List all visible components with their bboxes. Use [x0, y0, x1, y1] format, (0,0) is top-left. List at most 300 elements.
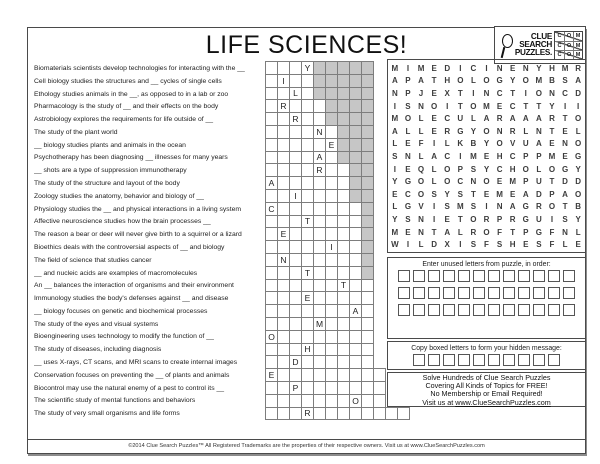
grid-letter[interactable]: S: [457, 189, 463, 199]
answer-cell[interactable]: R: [289, 112, 302, 126]
grid-letter[interactable]: A: [535, 139, 542, 149]
grid-letter[interactable]: M: [496, 189, 503, 199]
answer-cell[interactable]: A: [265, 176, 278, 190]
grid-letter[interactable]: E: [523, 240, 529, 250]
answer-cell[interactable]: D: [289, 355, 302, 369]
grid-letter[interactable]: P: [405, 88, 411, 98]
grid-letter[interactable]: M: [417, 63, 425, 73]
grid-letter[interactable]: I: [446, 101, 449, 111]
unused-letter-box[interactable]: [503, 287, 515, 299]
grid-letter[interactable]: M: [391, 114, 399, 124]
unused-letter-box[interactable]: [563, 287, 575, 299]
grid-letter[interactable]: R: [496, 114, 503, 124]
message-letter-box[interactable]: [458, 354, 470, 366]
grid-letter[interactable]: D: [575, 177, 582, 187]
grid-letter[interactable]: L: [431, 164, 437, 174]
grid-letter[interactable]: L: [418, 126, 424, 136]
promo-url[interactable]: www.ClueSearchPuzzles.com: [455, 397, 551, 407]
unused-letter-box[interactable]: [533, 270, 545, 282]
answer-cell[interactable]: E: [277, 227, 290, 241]
unused-letter-box[interactable]: [488, 270, 500, 282]
grid-letter[interactable]: A: [444, 227, 451, 237]
unused-letter-box[interactable]: [398, 270, 410, 282]
grid-letter[interactable]: I: [459, 151, 462, 161]
grid-letter[interactable]: E: [405, 227, 411, 237]
grid-letter[interactable]: T: [549, 126, 555, 136]
unused-letter-box[interactable]: [533, 304, 545, 316]
grid-letter[interactable]: I: [406, 63, 410, 73]
grid-letter[interactable]: I: [524, 88, 527, 98]
grid-letter[interactable]: C: [444, 151, 451, 161]
grid-letter[interactable]: E: [483, 151, 490, 161]
grid-letter[interactable]: D: [562, 177, 568, 187]
unused-letter-box[interactable]: [413, 304, 425, 316]
grid-letter[interactable]: E: [496, 101, 503, 111]
unused-letter-box[interactable]: [398, 287, 410, 299]
unused-letter-box[interactable]: [413, 287, 425, 299]
grid-letter[interactable]: H: [509, 240, 516, 250]
grid-letter[interactable]: P: [523, 151, 529, 161]
unused-letter-box[interactable]: [443, 287, 455, 299]
grid-letter[interactable]: Y: [575, 164, 581, 174]
grid-letter[interactable]: E: [392, 189, 398, 199]
answer-cell[interactable]: C: [265, 202, 278, 216]
unused-letter-box[interactable]: [518, 304, 530, 316]
grid-letter[interactable]: L: [392, 139, 398, 149]
answer-cell[interactable]: [361, 355, 374, 369]
grid-letter[interactable]: C: [444, 114, 451, 124]
grid-letter[interactable]: O: [522, 76, 529, 86]
unused-letter-box[interactable]: [548, 287, 560, 299]
grid-letter[interactable]: Y: [470, 126, 477, 136]
grid-letter[interactable]: I: [459, 240, 462, 250]
grid-letter[interactable]: C: [496, 88, 503, 98]
grid-letter[interactable]: N: [418, 101, 424, 111]
grid-letter[interactable]: T: [549, 177, 555, 187]
grid-letter[interactable]: T: [510, 227, 516, 237]
grid-letter[interactable]: G: [457, 126, 464, 136]
grid-letter[interactable]: Y: [575, 214, 581, 224]
grid-letter[interactable]: K: [457, 139, 464, 149]
grid-letter[interactable]: G: [575, 151, 582, 161]
grid-letter[interactable]: O: [470, 101, 477, 111]
grid-letter[interactable]: S: [431, 189, 437, 199]
grid-letter[interactable]: Y: [549, 101, 555, 111]
grid-letter[interactable]: L: [575, 227, 581, 237]
grid-letter[interactable]: Y: [392, 214, 398, 224]
grid-letter[interactable]: I: [393, 164, 396, 174]
grid-letter[interactable]: E: [575, 240, 581, 250]
grid-letter[interactable]: T: [457, 88, 463, 98]
grid-letter[interactable]: A: [391, 126, 398, 136]
grid-letter[interactable]: O: [457, 76, 464, 86]
grid-letter[interactable]: L: [562, 240, 568, 250]
grid-letter[interactable]: O: [535, 88, 542, 98]
grid-letter[interactable]: L: [431, 177, 437, 187]
grid-letter[interactable]: I: [433, 202, 436, 212]
grid-letter[interactable]: C: [470, 63, 477, 73]
grid-letter[interactable]: E: [431, 126, 437, 136]
grid-letter[interactable]: F: [418, 139, 424, 149]
unused-letter-box[interactable]: [428, 287, 440, 299]
answer-cell[interactable]: E: [325, 138, 338, 152]
grid-letter[interactable]: G: [404, 202, 412, 212]
grid-letter[interactable]: E: [562, 126, 568, 136]
grid-letter[interactable]: C: [562, 88, 568, 98]
answer-cell[interactable]: [361, 317, 374, 331]
grid-letter[interactable]: N: [418, 214, 424, 224]
answer-cell[interactable]: [361, 304, 374, 318]
unused-letter-box[interactable]: [503, 304, 515, 316]
answer-cell[interactable]: T: [301, 215, 314, 229]
grid-letter[interactable]: I: [472, 88, 475, 98]
grid-letter[interactable]: I: [406, 240, 410, 250]
grid-letter[interactable]: B: [470, 139, 477, 149]
unused-letter-box[interactable]: [533, 287, 545, 299]
grid-letter[interactable]: R: [575, 63, 582, 73]
grid-letter[interactable]: F: [549, 227, 555, 237]
grid-letter[interactable]: G: [404, 177, 412, 187]
unused-letter-box[interactable]: [428, 270, 440, 282]
grid-letter[interactable]: E: [510, 189, 516, 199]
grid-letter[interactable]: D: [535, 189, 542, 199]
grid-letter[interactable]: F: [484, 240, 489, 250]
grid-letter[interactable]: N: [496, 202, 503, 212]
grid-letter[interactable]: N: [496, 63, 503, 73]
grid-letter[interactable]: I: [550, 214, 554, 224]
unused-letter-box[interactable]: [518, 287, 530, 299]
grid-letter[interactable]: O: [522, 164, 529, 174]
unused-letter-box[interactable]: [563, 270, 575, 282]
grid-letter[interactable]: R: [470, 227, 477, 237]
grid-letter[interactable]: Y: [444, 189, 450, 199]
grid-letter[interactable]: O: [483, 227, 490, 237]
grid-letter[interactable]: N: [522, 63, 529, 73]
grid-letter[interactable]: O: [575, 189, 582, 199]
grid-letter[interactable]: P: [496, 214, 503, 224]
answer-cell[interactable]: E: [265, 368, 278, 382]
grid-letter[interactable]: H: [496, 151, 503, 161]
grid-letter[interactable]: V: [510, 139, 516, 149]
answer-cell[interactable]: Y: [301, 61, 314, 75]
grid-letter[interactable]: T: [562, 114, 568, 124]
grid-letter[interactable]: A: [575, 76, 582, 86]
grid-letter[interactable]: Q: [417, 164, 425, 174]
grid-letter[interactable]: E: [549, 139, 555, 149]
grid-letter[interactable]: N: [470, 177, 477, 187]
grid-letter[interactable]: O: [483, 177, 490, 187]
unused-letter-box[interactable]: [458, 304, 470, 316]
grid-letter[interactable]: M: [509, 177, 517, 187]
grid-letter[interactable]: T: [536, 101, 542, 111]
grid-letter[interactable]: O: [404, 114, 412, 124]
unused-letter-box[interactable]: [548, 304, 560, 316]
answer-cell[interactable]: I: [289, 189, 302, 203]
grid-letter[interactable]: W: [391, 240, 399, 250]
grid-letter[interactable]: E: [496, 177, 503, 187]
grid-letter[interactable]: I: [577, 101, 580, 111]
grid-letter[interactable]: R: [549, 114, 555, 124]
grid-letter[interactable]: G: [535, 227, 542, 237]
grid-letter[interactable]: M: [470, 151, 477, 161]
grid-letter[interactable]: S: [562, 214, 568, 224]
grid-letter[interactable]: A: [522, 189, 529, 199]
grid-letter[interactable]: R: [509, 214, 516, 224]
answer-cell[interactable]: R: [301, 407, 314, 421]
grid-letter[interactable]: N: [562, 227, 568, 237]
grid-letter[interactable]: E: [562, 151, 568, 161]
grid-letter[interactable]: O: [483, 126, 490, 136]
answer-cell[interactable]: L: [289, 87, 302, 101]
answer-cell[interactable]: P: [289, 381, 302, 395]
grid-letter[interactable]: L: [470, 76, 476, 86]
answer-cell[interactable]: E: [301, 291, 314, 305]
grid-letter[interactable]: S: [470, 164, 477, 174]
message-letter-box[interactable]: [533, 354, 545, 366]
grid-letter[interactable]: L: [575, 126, 581, 136]
answer-cell[interactable]: M: [313, 317, 326, 331]
grid-letter[interactable]: T: [431, 76, 437, 86]
grid-letter[interactable]: M: [535, 76, 543, 86]
grid-letter[interactable]: L: [536, 164, 542, 174]
grid-letter[interactable]: E: [444, 214, 450, 224]
grid-letter[interactable]: S: [470, 240, 477, 250]
answer-cell[interactable]: [373, 368, 386, 382]
answer-cell[interactable]: [397, 407, 410, 421]
grid-letter[interactable]: E: [483, 189, 490, 199]
grid-letter[interactable]: I: [433, 214, 436, 224]
message-letter-box[interactable]: [473, 354, 485, 366]
grid-letter[interactable]: C: [496, 164, 503, 174]
grid-letter[interactable]: P: [536, 151, 542, 161]
grid-letter[interactable]: C: [457, 177, 464, 187]
grid-letter[interactable]: D: [444, 63, 451, 73]
answer-cell[interactable]: I: [325, 240, 338, 254]
grid-letter[interactable]: I: [485, 202, 488, 212]
grid-letter[interactable]: T: [523, 101, 529, 111]
grid-letter[interactable]: B: [575, 202, 582, 212]
unused-letter-box[interactable]: [428, 304, 440, 316]
grid-letter[interactable]: H: [549, 63, 555, 73]
unused-letter-box[interactable]: [518, 270, 530, 282]
grid-letter[interactable]: O: [444, 177, 451, 187]
grid-letter[interactable]: E: [510, 63, 516, 73]
answer-cell[interactable]: T: [337, 279, 350, 293]
grid-letter[interactable]: X: [444, 88, 450, 98]
unused-letter-box[interactable]: [398, 304, 410, 316]
grid-letter[interactable]: M: [483, 101, 490, 111]
grid-letter[interactable]: O: [496, 139, 503, 149]
answer-cell[interactable]: A: [313, 151, 326, 165]
grid-letter[interactable]: U: [522, 139, 529, 149]
grid-letter[interactable]: E: [431, 63, 437, 73]
grid-letter[interactable]: A: [418, 76, 424, 86]
grid-letter[interactable]: F: [549, 240, 555, 250]
grid-letter[interactable]: P: [457, 164, 463, 174]
grid-letter[interactable]: X: [444, 240, 450, 250]
grid-letter[interactable]: S: [536, 240, 542, 250]
grid-letter[interactable]: L: [444, 139, 450, 149]
grid-letter[interactable]: Y: [510, 76, 516, 86]
grid-letter[interactable]: A: [483, 114, 490, 124]
grid-letter[interactable]: O: [575, 114, 582, 124]
answer-cell[interactable]: [361, 330, 374, 344]
grid-letter[interactable]: O: [444, 164, 451, 174]
grid-letter[interactable]: H: [444, 76, 451, 86]
unused-letter-box[interactable]: [473, 270, 485, 282]
grid-letter[interactable]: A: [391, 76, 398, 86]
grid-letter[interactable]: T: [457, 214, 463, 224]
grid-letter[interactable]: M: [456, 202, 464, 212]
grid-letter[interactable]: N: [483, 88, 490, 98]
grid-letter[interactable]: S: [392, 151, 398, 161]
answer-cell[interactable]: [361, 291, 374, 305]
answer-cell[interactable]: N: [313, 125, 326, 139]
grid-letter[interactable]: A: [522, 114, 529, 124]
grid-letter[interactable]: R: [509, 126, 516, 136]
grid-letter[interactable]: L: [418, 240, 424, 250]
grid-letter[interactable]: L: [418, 114, 424, 124]
answer-cell[interactable]: H: [301, 343, 314, 357]
unused-letter-box[interactable]: [443, 270, 455, 282]
message-letter-box[interactable]: [443, 354, 455, 366]
grid-letter[interactable]: N: [405, 151, 411, 161]
unused-letter-box[interactable]: [473, 304, 485, 316]
grid-letter[interactable]: I: [459, 63, 462, 73]
grid-letter[interactable]: E: [431, 88, 437, 98]
grid-letter[interactable]: L: [405, 126, 411, 136]
answer-cell[interactable]: I: [277, 74, 290, 88]
grid-letter[interactable]: P: [549, 189, 555, 199]
grid-letter[interactable]: E: [431, 114, 437, 124]
grid-letter[interactable]: O: [575, 139, 582, 149]
grid-letter[interactable]: U: [535, 177, 542, 187]
grid-letter[interactable]: I: [563, 101, 567, 111]
grid-letter[interactable]: E: [405, 139, 411, 149]
unused-letter-box[interactable]: [548, 270, 560, 282]
grid-letter[interactable]: M: [391, 227, 399, 237]
message-letter-box[interactable]: [428, 354, 440, 366]
grid-letter[interactable]: T: [470, 189, 476, 199]
answer-cell[interactable]: [361, 279, 374, 293]
unused-letter-box[interactable]: [563, 304, 575, 316]
grid-letter[interactable]: R: [535, 202, 542, 212]
answer-cell[interactable]: A: [349, 304, 362, 318]
grid-letter[interactable]: N: [535, 126, 542, 136]
grid-letter[interactable]: R: [444, 126, 451, 136]
grid-letter[interactable]: A: [535, 114, 542, 124]
grid-letter[interactable]: B: [549, 76, 555, 86]
unused-letter-box[interactable]: [473, 287, 485, 299]
grid-letter[interactable]: T: [510, 88, 516, 98]
grid-letter[interactable]: I: [485, 63, 488, 73]
grid-letter[interactable]: P: [523, 227, 529, 237]
grid-letter[interactable]: O: [548, 202, 556, 212]
grid-letter[interactable]: A: [509, 202, 516, 212]
grid-letter[interactable]: L: [470, 114, 476, 124]
grid-letter[interactable]: I: [393, 101, 396, 111]
grid-letter[interactable]: A: [562, 189, 568, 199]
grid-letter[interactable]: S: [405, 214, 411, 224]
unused-letter-box[interactable]: [488, 304, 500, 316]
answer-cell[interactable]: O: [265, 330, 278, 344]
grid-letter[interactable]: O: [417, 177, 425, 187]
grid-letter[interactable]: C: [509, 101, 516, 111]
grid-letter[interactable]: Y: [483, 139, 490, 149]
grid-letter[interactable]: F: [497, 227, 503, 237]
answer-cell[interactable]: R: [313, 163, 326, 177]
grid-letter[interactable]: M: [548, 151, 556, 161]
grid-letter[interactable]: A: [431, 151, 438, 161]
answer-cell[interactable]: [373, 381, 386, 395]
grid-letter[interactable]: L: [457, 227, 463, 237]
grid-letter[interactable]: M: [391, 63, 399, 73]
grid-letter[interactable]: G: [522, 214, 529, 224]
grid-letter[interactable]: O: [483, 76, 490, 86]
message-letter-box[interactable]: [503, 354, 515, 366]
unused-letter-box[interactable]: [413, 270, 425, 282]
grid-letter[interactable]: D: [575, 88, 582, 98]
grid-letter[interactable]: S: [470, 202, 477, 212]
grid-letter[interactable]: S: [496, 240, 503, 250]
grid-letter[interactable]: S: [405, 101, 411, 111]
grid-letter[interactable]: T: [457, 101, 463, 111]
grid-letter[interactable]: R: [483, 214, 490, 224]
grid-letter[interactable]: G: [522, 202, 529, 212]
grid-letter[interactable]: N: [562, 139, 568, 149]
unused-letter-box[interactable]: [458, 270, 470, 282]
grid-letter[interactable]: U: [457, 114, 464, 124]
grid-letter[interactable]: C: [509, 151, 516, 161]
answer-cell[interactable]: T: [301, 266, 314, 280]
grid-letter[interactable]: T: [431, 227, 437, 237]
grid-letter[interactable]: N: [418, 227, 424, 237]
grid-letter[interactable]: P: [405, 76, 411, 86]
answer-cell[interactable]: O: [349, 394, 362, 408]
grid-letter[interactable]: N: [391, 88, 398, 98]
grid-letter[interactable]: A: [509, 114, 516, 124]
grid-letter[interactable]: M: [561, 63, 569, 73]
unused-letter-box[interactable]: [458, 287, 470, 299]
grid-letter[interactable]: H: [509, 164, 516, 174]
grid-letter[interactable]: C: [405, 189, 411, 199]
grid-letter[interactable]: U: [535, 214, 542, 224]
grid-letter[interactable]: S: [444, 202, 450, 212]
grid-letter[interactable]: E: [405, 164, 411, 174]
grid-letter[interactable]: Y: [483, 164, 490, 174]
grid-letter[interactable]: O: [470, 214, 477, 224]
unused-letter-box[interactable]: [488, 287, 500, 299]
grid-letter[interactable]: O: [417, 189, 425, 199]
answer-cell[interactable]: R: [277, 99, 290, 113]
grid-letter[interactable]: Y: [536, 63, 542, 73]
grid-letter[interactable]: S: [562, 76, 568, 86]
message-letter-box[interactable]: [548, 354, 560, 366]
answer-cell[interactable]: [373, 394, 386, 408]
message-letter-box[interactable]: [413, 354, 425, 366]
grid-letter[interactable]: G: [496, 76, 503, 86]
grid-letter[interactable]: G: [561, 164, 569, 174]
grid-letter[interactable]: I: [433, 139, 436, 149]
grid-letter[interactable]: P: [523, 177, 529, 187]
grid-letter[interactable]: Y: [392, 177, 398, 187]
grid-letter[interactable]: V: [418, 202, 424, 212]
grid-letter[interactable]: L: [418, 151, 424, 161]
grid-letter[interactable]: N: [496, 126, 503, 136]
grid-letter[interactable]: T: [562, 202, 568, 212]
unused-letter-box[interactable]: [503, 270, 515, 282]
answer-cell[interactable]: N: [277, 253, 290, 267]
